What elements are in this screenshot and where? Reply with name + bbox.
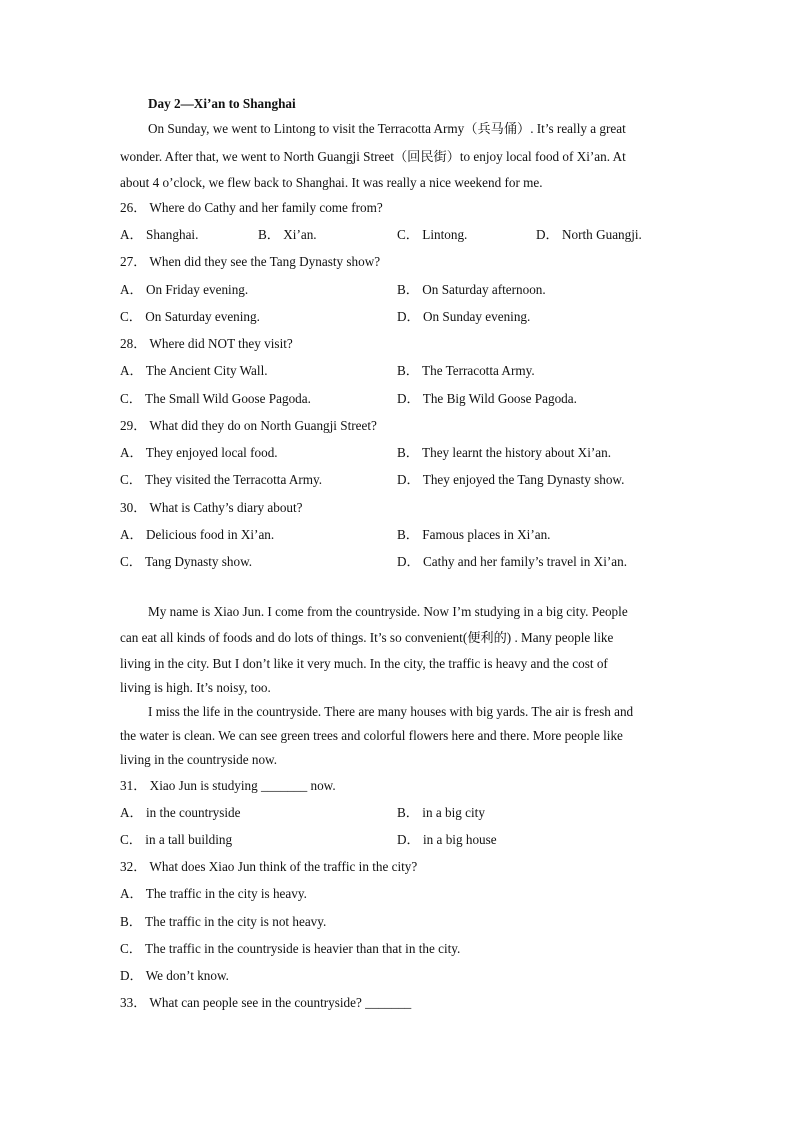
question-28-option-d: D． The Big Wild Goose Pagoda.: [397, 391, 577, 406]
passage1-line-2: wonder. After that, we went to North Guangji Street（回民街）to enjoy local food of Xi’an. At: [120, 149, 626, 164]
question-31-option-d: D． in a big house: [397, 832, 497, 847]
passage1-line-3: about 4 o’clock, we flew back to Shanghai. It was really a nice weekend for me.: [120, 175, 543, 190]
question-32-option-a: A． The traffic in the city is heavy.: [120, 886, 307, 901]
question-31-option-b: B． in a big city: [397, 805, 485, 820]
question-26-option-d: D． North Guangji.: [536, 227, 642, 242]
passage2-line-1: My name is Xiao Jun. I come from the countryside. Now I’m studying in a big city. People: [148, 604, 628, 619]
question-30-option-d: D． Cathy and her family’s travel in Xi’an.: [397, 554, 627, 569]
question-31-option-a: A． in the countryside: [120, 805, 241, 820]
question-27-option-a: A． On Friday evening.: [120, 282, 249, 297]
question-32-option-b: B． The traffic in the city is not heavy.: [120, 914, 327, 929]
question-27-option-d: D． On Sunday evening.: [397, 309, 531, 324]
passage-title: Day 2—Xi’an to Shanghai: [148, 96, 296, 111]
question-30-option-a: A． Delicious food in Xi’an.: [120, 527, 275, 542]
question-28-option-b: B． The Terracotta Army.: [397, 363, 535, 378]
question-27-stem: 27． When did they see the Tang Dynasty show?: [120, 254, 381, 269]
question-31-stem: 31． Xiao Jun is studying _______ now.: [120, 778, 336, 793]
question-26-option-b: B． Xi’an.: [258, 227, 317, 242]
question-30-option-c: C． Tang Dynasty show.: [120, 554, 253, 569]
question-28-option-a: A． The Ancient City Wall.: [120, 363, 268, 378]
passage2-line-2: can eat all kinds of foods and do lots of things. It’s so convenient(便利的) . Many people like: [120, 630, 614, 645]
question-29-stem: 29． What did they do on North Guangji Street?: [120, 418, 377, 433]
question-29-option-b: B． They learnt the history about Xi’an.: [397, 445, 612, 460]
passage2-line-3: living in the city. But I don’t like it very much. In the city, the traffic is heavy and the cost of: [120, 656, 608, 671]
question-26-option-c: C． Lintong.: [397, 227, 468, 242]
question-32-stem: 32． What does Xiao Jun think of the traffic in the city?: [120, 859, 418, 874]
passage1-line-1: On Sunday, we went to Lintong to visit the Terracotta Army（兵马俑）. It’s really a great: [148, 121, 626, 136]
question-33-stem: 33． What can people see in the countryside? _______: [120, 995, 412, 1010]
question-28-stem: 28． Where did NOT they visit?: [120, 336, 293, 351]
passage2-line-4: living is high. It’s noisy, too.: [120, 680, 271, 695]
question-26-stem: 26． Where do Cathy and her family come from?: [120, 200, 383, 215]
passage2-line-6: the water is clean. We can see green trees and colorful flowers here and there. More people like: [120, 728, 623, 743]
question-30-stem: 30． What is Cathy’s diary about?: [120, 500, 303, 515]
question-32-option-d: D． We don’t know.: [120, 968, 229, 983]
passage2-line-7: living in the countryside now.: [120, 752, 278, 767]
passage2-line-5: I miss the life in the countryside. There are many houses with big yards. The air is fresh and: [148, 704, 634, 719]
question-29-option-d: D． They enjoyed the Tang Dynasty show.: [397, 472, 625, 487]
question-27-option-b: B． On Saturday afternoon.: [397, 282, 546, 297]
question-32-option-c: C． The traffic in the countryside is heavier than that in the city.: [120, 941, 461, 956]
question-29-option-a: A． They enjoyed local food.: [120, 445, 278, 460]
question-29-option-c: C． They visited the Terracotta Army.: [120, 472, 323, 487]
question-26-option-a: A． Shanghai.: [120, 227, 199, 242]
question-30-option-b: B． Famous places in Xi’an.: [397, 527, 551, 542]
question-27-option-c: C． On Saturday evening.: [120, 309, 260, 324]
question-28-option-c: C． The Small Wild Goose Pagoda.: [120, 391, 311, 406]
question-31-option-c: C． in a tall building: [120, 832, 233, 847]
